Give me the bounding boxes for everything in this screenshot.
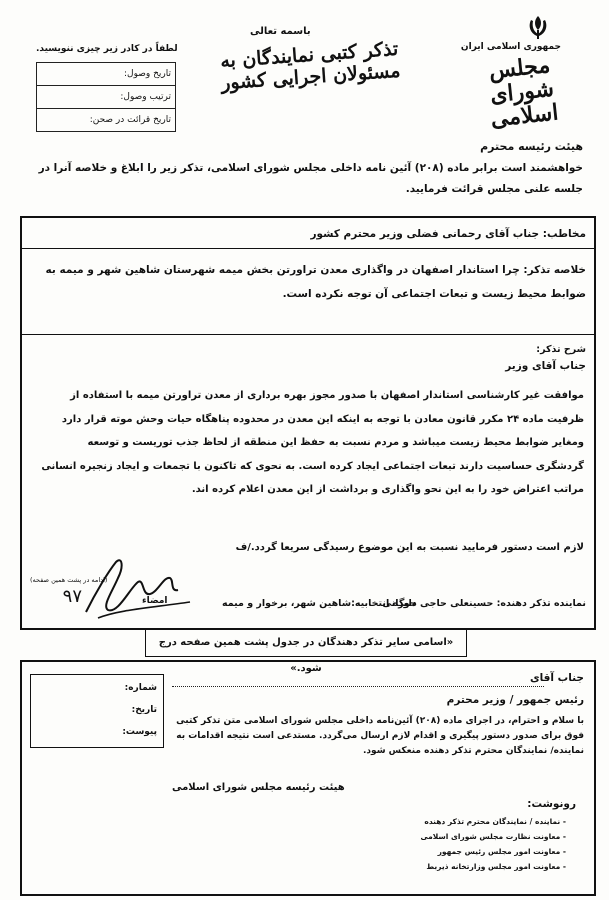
org-name-small: جمهوری اسلامی ایران [460,42,561,52]
copies-list [266,814,566,874]
date-field: تاریخ: [131,705,157,715]
list-item: - معاونت نظارت مجلس شورای اسلامی [266,829,566,844]
board-signature: هیئت رئیسه مجلس شورای اسلامی [172,782,345,793]
continued-note: (ادامه در پشت همین صفحه) [30,576,108,584]
response-body: با سلام و احترام، در اجرای ماده (۲۰۸) آئین‌نامه داخلی مجلس شورای اسلامی متن تذکر کتبی فوق برای صدور دستور پیگیری و اقدام لازم ارسال می‌گردد. مستدعی است نتیجه اقدامات به نماینده/ نمایندگان محترم تذکر دهنده منعکس شود. [176,716,584,756]
notice-main-box [20,216,596,630]
attachment-field: پیوست: [122,727,157,737]
reading-date-field: تاریخ قرائت در صحن: [89,115,171,125]
description-heading: شرح تذکر: [536,344,586,355]
reference-box [30,674,164,748]
svg-text:۹۷: ۹۷ [62,586,82,607]
signature-label: امضاء [142,596,168,606]
description-body: موافقت غیر کارشناسی استاندار اصفهان با صدور مجوز بهره برداری از معدن تراورتن میمه با استفاده از ظرفیت ماده ۲۴ مکرر قانون معادن با توجه به اینکه این معدن در محدوده پناهگاه حیات وحش موته قرار دارد ومغایر ضوابط محیط زیست میباشد و مردم نسبت به حفظ این منطقه از لحاظ جذب توریست و توسعه گردشگری حساسیت دارند تبعات اجتماعی ایجاد کرده است. به نحوی که تاکنون با تجمعات و ایجاد زنجیره انسانی مراتب اعتراض خود را به این نحو واگذاری و برداشت از این معدن اعلام کرده اند. [41,390,584,495]
representative-name: نماینده تذکر دهنده: حسینعلی حاجی دلیگانی [382,598,586,609]
response-box [20,660,596,896]
request-line: لازم است دستور فرمایید نسبت به این موضوع رسیدگی سریعا گردد./ف [235,542,584,553]
divider [22,334,594,335]
receipt-order-field: ترتیب وصول: [37,86,175,109]
intro-paragraph: خواهشمند است برابر ماده (۲۰۸) آئین نامه داخلی مجلس شورای اسلامی، تذکر زیر را ابلاغ و خلاصه آنرا در جلسه علنی مجلس قرائت فرمایید. [38,162,583,195]
copies-heading: رونوشت: [527,798,576,810]
do-not-write-note: لطفاً در کادر زیر چیزی ننویسید. [36,44,178,54]
parliament-logo-text: مجلس شورای اسلامی [487,51,560,133]
number-field: شماره: [124,683,157,693]
constituency: حوزه انتخابیه:شاهین شهر، برخوار و میمه [222,598,417,609]
receipt-date-field: تاریخ وصول: [37,63,175,86]
iran-emblem-icon [527,14,549,40]
other-representatives-note: «اسامی سایر تذکر دهندگان در جدول پشت همین صفحه درج شود.» [145,629,467,657]
bismillah: باسمه تعالی [250,26,311,37]
recipient-line: جناب آقای [529,672,584,684]
receipt-box [36,62,176,132]
description-salutation: جناب آقای وزیر [505,360,586,372]
dotted-line [172,686,544,687]
recipient-role: رئیس جمهور / وزیر محترم [446,694,584,706]
list-item: - معاونت امور مجلس رئیس جمهور [266,844,566,859]
document-title: تذکر کتبی نمایندگان به مسئولان اجرایی کشور [219,37,402,95]
addressee-line: مخاطب: جناب آقای رحمانی فضلی وزیر محترم کشور [310,228,586,240]
list-item: - نماینده / نمایندگان محترم تذکر دهنده [266,814,566,829]
notice-summary: خلاصه تذکر: چرا استاندار اصفهان در واگذاری معدن تراورتن بخش میمه شهرستان شاهین شهر و میمه به ضوابط محیط زیست و تبعات اجتماعی آن توجه نکرده است. [45,264,586,300]
divider [22,248,594,249]
intro-heading: هیئت رئیسه محترم [480,140,583,153]
list-item: - معاونت امور مجلس وزارتخانه ذیربط [266,859,566,874]
